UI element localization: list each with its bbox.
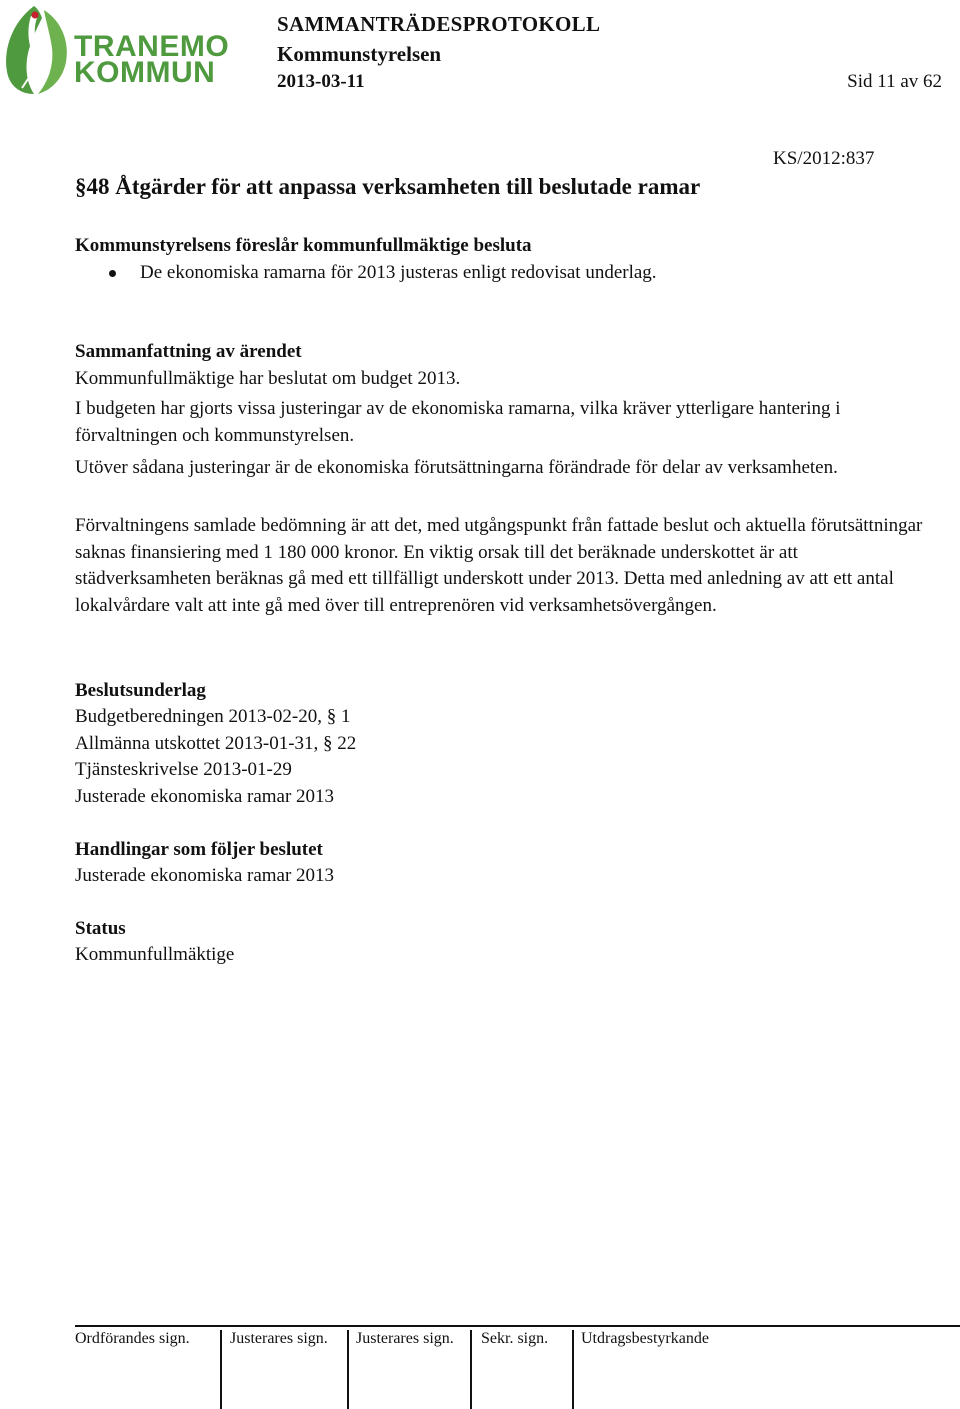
attachments-title: Handlingar som följer beslutet (75, 839, 323, 860)
bullet-icon (109, 270, 116, 277)
proposal-title: Kommunstyrelsens föreslår kommunfullmäktige besluta (75, 235, 532, 256)
signature-adjuster-1: Justerares sign. (230, 1330, 328, 1347)
signature-chair: Ordförandes sign. (75, 1330, 190, 1347)
attachments-item: Justerade ekonomiska ramar 2013 (75, 865, 335, 886)
board-name: Kommunstyrelsen (277, 42, 442, 66)
basis-item: Budgetberedningen 2013-02-20, § 1 (75, 706, 351, 727)
page-number: Sid 11 av 62 (847, 71, 942, 92)
protocol-title: SAMMANTRÄDESPROTOKOLL (277, 12, 601, 36)
summary-paragraph-3: Utöver sådana justeringar är de ekonomiska förutsättningarna förändrade för delar av verksamheten. (75, 457, 838, 478)
meeting-date: 2013-03-11 (277, 71, 365, 92)
basis-item: Tjänsteskrivelse 2013-01-29 (75, 759, 292, 780)
logo-name-line2: KOMMUN (74, 56, 216, 89)
signature-divider (470, 1330, 472, 1409)
summary-paragraph-4: Förvaltningens samlade bedömning är att det, med utgångspunkt från fattade beslut och aktuella förutsättningar saknas finansiering med 1 180 000 kronor. En viktig orsak till det beräknade underskottet är att städverksamheten beräknas gå med ett tillfälligt underskott under 2013. Detta med anledning av att ett antal lokalvårdare valt att inte gå med över till entreprenören vid verksamhetsövergången. (75, 515, 923, 616)
signature-rule (75, 1325, 960, 1327)
summary-paragraph-1: Kommunfullmäktige har beslutat om budget 2013. (75, 368, 461, 389)
status-title: Status (75, 918, 126, 939)
signature-divider (572, 1330, 574, 1409)
signature-secretary: Sekr. sign. (481, 1330, 549, 1347)
signature-extract-certified: Utdragsbestyrkande (581, 1330, 709, 1347)
tranemo-kommun-logo (0, 0, 230, 100)
summary-title: Sammanfattning av ärendet (75, 341, 302, 362)
basis-item: Justerade ekonomiska ramar 2013 (75, 786, 335, 807)
signature-divider (220, 1330, 222, 1409)
status-value: Kommunfullmäktige (75, 944, 235, 965)
signature-adjuster-2: Justerares sign. (356, 1330, 454, 1347)
proposal-bullet: De ekonomiska ramarna för 2013 justeras enligt redovisat underlag. (140, 262, 657, 283)
logo-name-line1: TRANEMO (74, 30, 230, 63)
summary-paragraph-2: I budgeten har gjorts vissa justeringar av de ekonomiska ramarna, vilka kräver ytterligare hantering i förvaltningen och kommunstyrelsen. (75, 398, 841, 446)
signature-divider (347, 1330, 349, 1409)
basis-item: Allmänna utskottet 2013-01-31, § 22 (75, 733, 357, 754)
crane-emblem-icon (0, 2, 75, 97)
case-number: KS/2012:837 (773, 148, 875, 169)
basis-title: Beslutsunderlag (75, 680, 206, 701)
section-heading: §48 Åtgärder för att anpassa verksamheten till beslutade ramar (75, 174, 701, 199)
